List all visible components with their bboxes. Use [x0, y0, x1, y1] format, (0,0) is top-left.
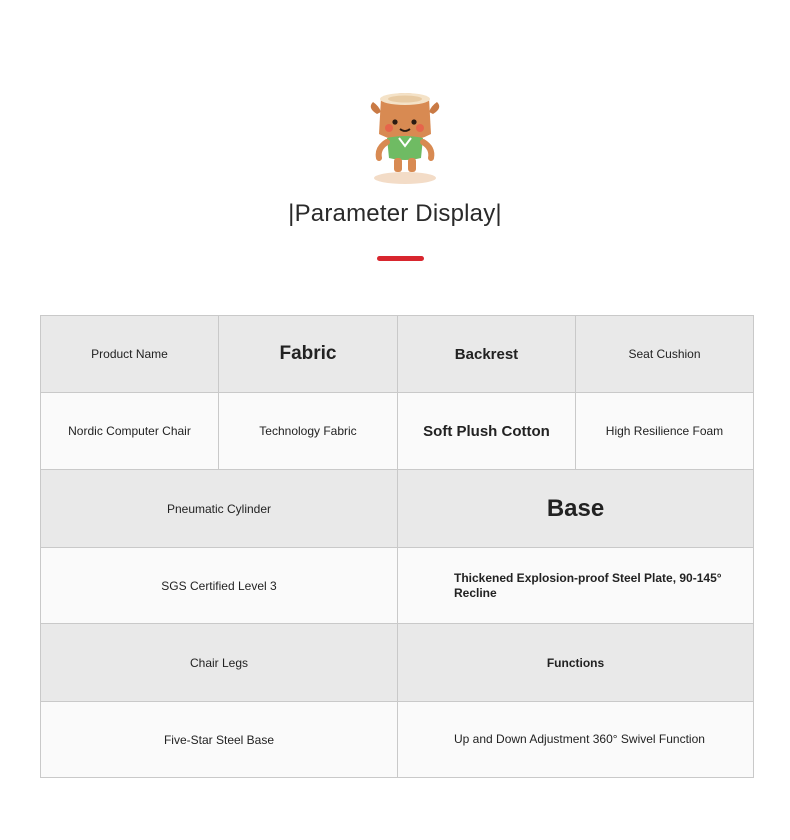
table-cell: High Resilience Foam: [576, 393, 753, 470]
table-cell: Five-Star Steel Base: [41, 702, 398, 777]
table-row: [41, 316, 753, 393]
table-row: [41, 470, 753, 548]
table-cell: Up and Down Adjustment 360° Swivel Function: [454, 732, 705, 746]
table-row: [41, 624, 753, 702]
table-cell: Base: [398, 470, 753, 548]
table-cell: Fabric: [219, 316, 398, 393]
table-row: [41, 548, 753, 624]
table-cell: SGS Certified Level 3: [41, 548, 398, 624]
tree-stump-mascot-icon: [363, 88, 447, 186]
table-cell: Soft Plush Cotton: [398, 393, 576, 470]
table-cell: Thickened Explosion-proof Steel Plate, 90-145° Recline: [398, 548, 753, 624]
table-cell: Technology Fabric: [219, 393, 398, 470]
table-cell: Nordic Computer Chair: [41, 393, 219, 470]
table-cell: Product Name: [41, 316, 219, 393]
table-cell: Functions: [398, 624, 753, 702]
table-row: [41, 393, 753, 470]
table-cell: Backrest: [398, 316, 576, 393]
table-cell: Pneumatic Cylinder: [41, 470, 398, 548]
table-cell: Seat Cushion: [576, 316, 753, 393]
parameter-table: [40, 315, 754, 778]
title-underline: [377, 256, 424, 261]
page-title: |Parameter Display|: [288, 200, 502, 227]
table-cell: Chair Legs: [41, 624, 398, 702]
table-row: [41, 702, 753, 777]
